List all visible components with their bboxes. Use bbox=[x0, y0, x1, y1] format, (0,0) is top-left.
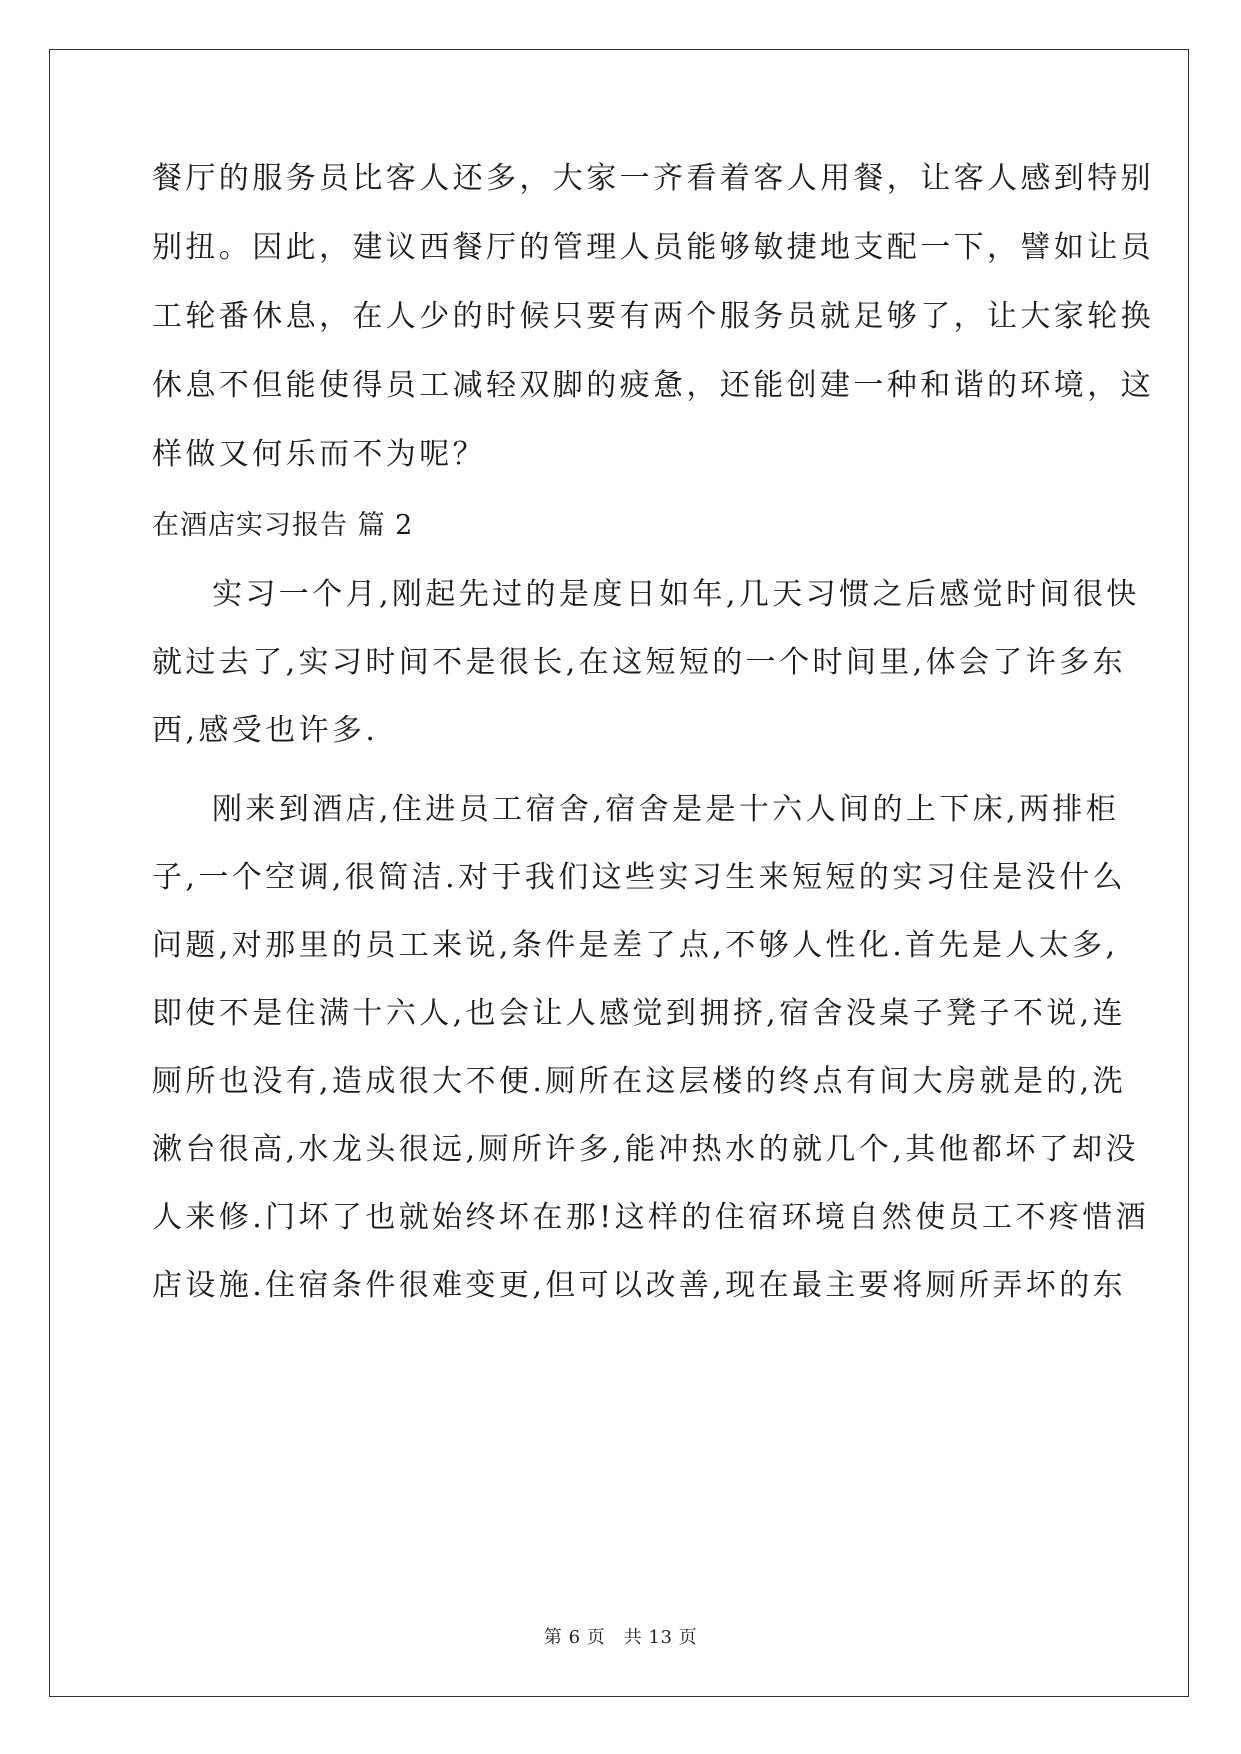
paragraph-line: 休息不但能使得员工减轻双脚的疲惫，还能创建一种和谐的环境，这 bbox=[152, 368, 1154, 403]
paragraph-line: 子,一个空调,很简洁.对于我们这些实习生来短短的实习住是没什么 bbox=[152, 860, 1127, 895]
paragraph-line: 别扭。因此，建议西餐厅的管理人员能够敏捷地支配一下，譬如让员 bbox=[152, 230, 1154, 265]
paragraph-line: 西,感受也许多. bbox=[152, 713, 379, 748]
section-heading: 在酒店实习报告 篇 2 bbox=[152, 510, 414, 541]
paragraph-line: 漱台很高,水龙头很远,厕所许多,能冲热水的就几个,其他都坏了却没 bbox=[152, 1132, 1139, 1167]
paragraph-line: 店设施.住宿条件很难变更,但可以改善,现在最主要将厕所弄坏的东 bbox=[152, 1268, 1127, 1303]
paragraph-line: 即使不是住满十六人,也会让人感觉到拥挤,宿舍没桌子凳子不说,连 bbox=[152, 996, 1127, 1031]
paragraph-line: 实习一个月,刚起先过的是度日如年,几天习惯之后感觉时间很快 bbox=[212, 577, 1140, 612]
paragraph-line: 样做又何乐而不为呢？ bbox=[152, 437, 486, 472]
paragraph-line: 餐厅的服务员比客人还多，大家一齐看着客人用餐，让客人感到特别 bbox=[152, 161, 1154, 196]
page-number-footer: 第 6 页 共 13 页 bbox=[543, 1627, 698, 1648]
paragraph-line: 厕所也没有,造成很大不便.厕所在这层楼的终点有间大房就是的,洗 bbox=[152, 1064, 1127, 1099]
paragraph-line: 就过去了,实习时间不是很长,在这短短的一个时间里,体会了许多东 bbox=[152, 645, 1127, 680]
paragraph-line: 刚来到酒店,住进员工宿舍,宿舍是是十六人间的上下床,两排柜 bbox=[212, 792, 1120, 827]
paragraph-line: 问题,对那里的员工来说,条件是差了点,不够人性化.首先是人太多, bbox=[152, 928, 1119, 963]
paragraph-line: 工轮番休息，在人少的时候只要有两个服务员就足够了，让大家轮换 bbox=[152, 299, 1154, 334]
paragraph-line: 人来修.门坏了也就始终坏在那!这样的住宿环境自然使员工不疼惜酒 bbox=[152, 1200, 1149, 1235]
